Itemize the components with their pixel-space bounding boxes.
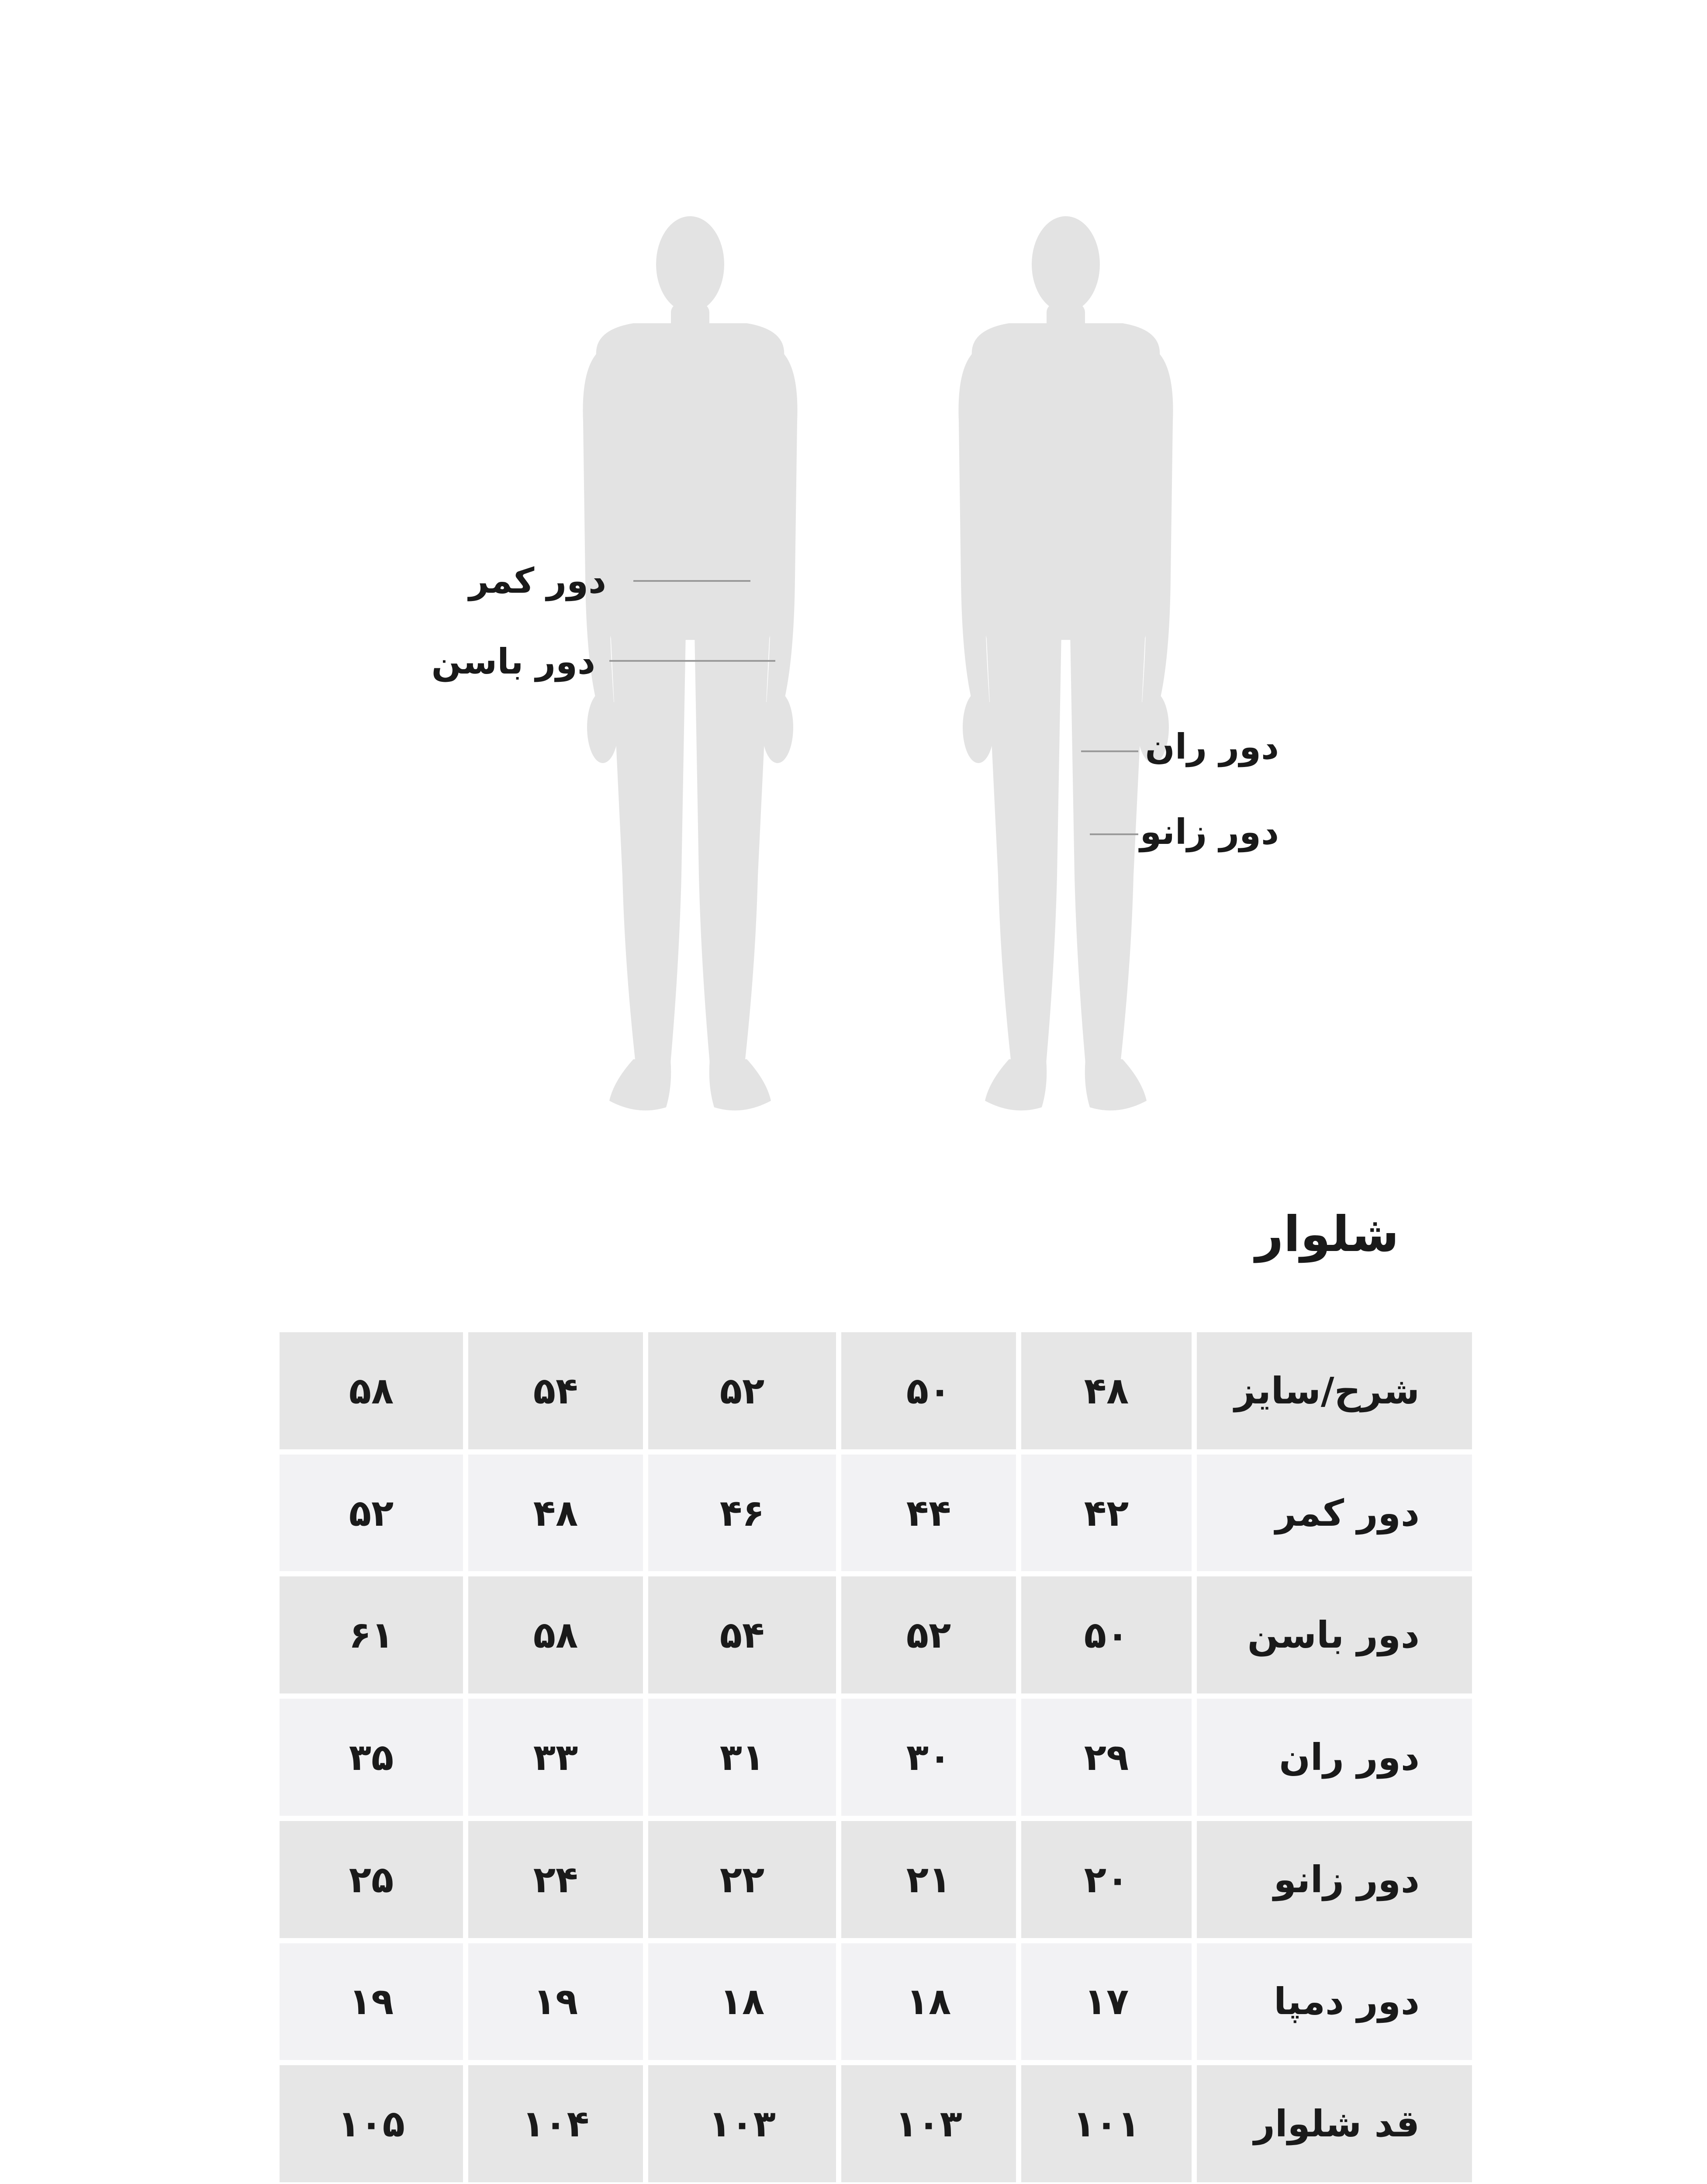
table-cell: ۵۰ — [1021, 1576, 1192, 1693]
table-cell: ۱۰۳ — [648, 2065, 836, 2182]
table-row — [280, 1576, 1472, 1693]
header-cell: ۵۲ — [648, 1332, 836, 1449]
table-cell: ۶۱ — [280, 1576, 463, 1693]
table-cell: ۲۱ — [841, 1821, 1016, 1938]
table-cell: ۱۰۵ — [280, 2065, 463, 2182]
table-cell: ۲۵ — [280, 1821, 463, 1938]
table-row — [280, 1821, 1472, 1938]
table-row — [280, 2065, 1472, 2182]
size-chart-table — [274, 1327, 1477, 2184]
table-cell: ۲۰ — [1021, 1821, 1192, 1938]
header-cell: ۴۸ — [1021, 1332, 1192, 1449]
row-label-cell: دور دمپا — [1197, 1943, 1472, 2060]
back-silhouette — [958, 216, 1173, 1110]
table-cell: ۱۰۳ — [841, 2065, 1016, 2182]
row-label-cell: دور ران — [1197, 1699, 1472, 1816]
row-label-cell: دور زانو — [1197, 1821, 1472, 1938]
table-header-row — [280, 1332, 1472, 1449]
thigh-label: دور ران — [1145, 726, 1279, 767]
waist-label: دور کمر — [469, 560, 606, 601]
front-silhouette — [583, 216, 797, 1110]
table-row — [280, 1455, 1472, 1572]
table-cell: ۴۲ — [1021, 1455, 1192, 1572]
table-row — [280, 1699, 1472, 1816]
table-cell: ۱۰۴ — [468, 2065, 643, 2182]
table-cell: ۵۲ — [841, 1576, 1016, 1693]
table-cell: ۳۱ — [648, 1699, 836, 1816]
table-cell: ۱۹ — [468, 1943, 643, 2060]
table-cell: ۵۲ — [280, 1455, 463, 1572]
table-cell: ۳۳ — [468, 1699, 643, 1816]
table-cell: ۱۰۱ — [1021, 2065, 1192, 2182]
table-row — [280, 1943, 1472, 2060]
header-cell: ۵۸ — [280, 1332, 463, 1449]
knee-label: دور زانو — [1140, 812, 1279, 852]
header-cell: ۵۴ — [468, 1332, 643, 1449]
section-title: شلوار — [1255, 1206, 1399, 1263]
row-label-cell: قد شلوار — [1197, 2065, 1472, 2182]
table-cell: ۴۴ — [841, 1455, 1016, 1572]
table-cell: ۱۸ — [841, 1943, 1016, 2060]
row-label-cell: دور باسن — [1197, 1576, 1472, 1693]
hip-label: دور باسن — [431, 641, 595, 682]
table-cell: ۳۵ — [280, 1699, 463, 1816]
table-cell: ۵۸ — [468, 1576, 643, 1693]
header-cell: ۵۰ — [841, 1332, 1016, 1449]
table-cell: ۳۰ — [841, 1699, 1016, 1816]
table-cell: ۱۷ — [1021, 1943, 1192, 2060]
table-cell: ۲۴ — [468, 1821, 643, 1938]
table-cell: ۵۴ — [648, 1576, 836, 1693]
row-label-cell: دور کمر — [1197, 1455, 1472, 1572]
table-cell: ۱۸ — [648, 1943, 836, 2060]
table-cell: ۱۹ — [280, 1943, 463, 2060]
table-cell: ۴۶ — [648, 1455, 836, 1572]
table-cell: ۲۲ — [648, 1821, 836, 1938]
table-cell: ۲۹ — [1021, 1699, 1192, 1816]
header-cell: شرح/سایز — [1197, 1332, 1472, 1449]
table-cell: ۴۸ — [468, 1455, 643, 1572]
